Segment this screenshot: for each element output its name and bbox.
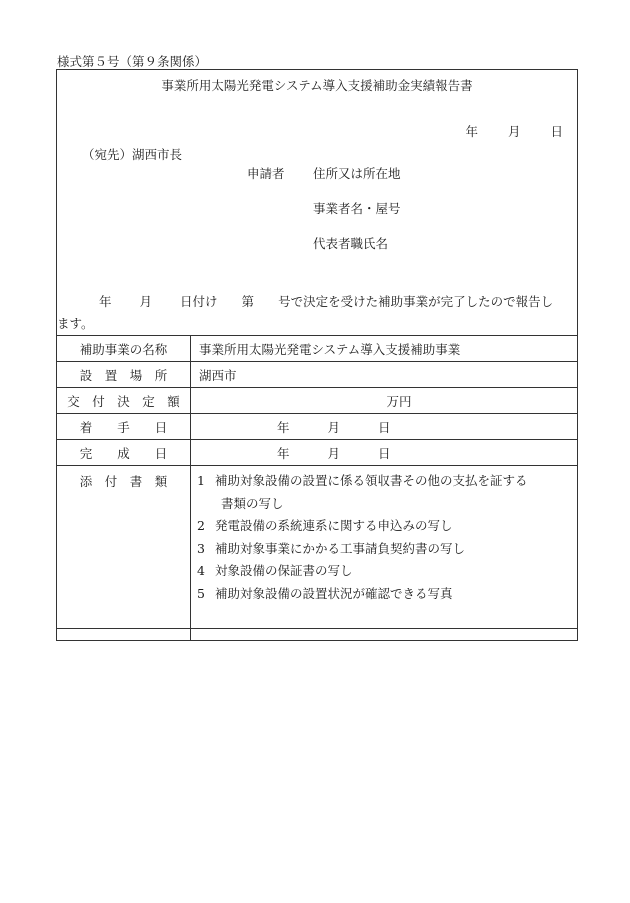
statement-dated: 日付け <box>180 294 218 309</box>
grant-amount-label: 交 付 決 定 額 <box>57 388 191 414</box>
statement-year: 年 <box>99 294 112 309</box>
project-name-label: 補助事業の名称 <box>57 336 191 362</box>
list-item: 3 補助対象事業にかかる工事請負契約書の写し <box>197 540 466 556</box>
table-row <box>57 414 578 440</box>
table-row <box>57 362 578 388</box>
report-form <box>56 69 578 629</box>
form-title: 事業所用太陽光発電システム導入支援補助金実績報告書 <box>161 78 473 93</box>
statement-line2: ます。 <box>57 316 94 331</box>
start-date-value <box>191 414 578 440</box>
table-row <box>57 388 578 414</box>
date-line <box>465 122 563 140</box>
start-date-day: 日 <box>378 419 391 435</box>
location-label: 設 置 場 所 <box>57 362 191 388</box>
address-label: 住所又は所在地 <box>313 166 401 181</box>
list-item: 2 発電設備の系統連系に関する申込みの写し <box>197 518 453 533</box>
start-date-year: 年 <box>277 419 290 435</box>
statement <box>57 291 571 335</box>
start-date-label: 着 手 日 <box>57 414 191 440</box>
start-date-month: 月 <box>327 419 341 435</box>
date-month: 月 <box>507 124 521 139</box>
grant-amount-unit: 万円 <box>386 393 412 409</box>
grant-amount-value <box>191 388 578 414</box>
completion-date-day: 日 <box>378 445 391 461</box>
statement-no-prefix: 第 <box>241 294 255 309</box>
completion-date-label: 完 成 日 <box>57 440 191 466</box>
statement-text: 号で決定を受けた補助事業が完了したので報告し <box>278 294 554 309</box>
applicant-label: 申請者 <box>247 166 285 181</box>
date-year: 年 <box>465 124 478 139</box>
statement-month: 月 <box>139 294 153 309</box>
project-name-value: 事業所用太陽光発電システム導入支援補助事業 <box>191 336 578 362</box>
table-row <box>57 466 578 641</box>
representative-label: 代表者職氏名 <box>313 236 389 251</box>
list-item: 1 補助対象設備の設置に係る領収書その他の支払を証する 書類の写し <box>197 473 528 511</box>
attachments-list <box>191 466 577 605</box>
completion-date-year: 年 <box>277 445 290 461</box>
attachments-label: 添 付 書 類 <box>57 466 191 641</box>
date-day: 日 <box>550 124 563 139</box>
list-item: 4 対象設備の保証書の写し <box>197 563 353 578</box>
table-row <box>57 440 578 466</box>
attachments-value <box>191 466 578 641</box>
list-item: 5 補助対象設備の設置状況が確認できる写真 <box>197 585 453 601</box>
location-value: 湖西市 <box>191 362 578 388</box>
addressee: （宛先）湖西市長 <box>82 147 183 162</box>
details-table <box>56 335 578 641</box>
completion-date-month: 月 <box>327 445 341 461</box>
form-number: 様式第５号（第９条関係） <box>57 54 208 69</box>
business-name-label: 事業者名・屋号 <box>313 201 401 216</box>
completion-date-value <box>191 440 578 466</box>
table-row <box>57 336 578 362</box>
